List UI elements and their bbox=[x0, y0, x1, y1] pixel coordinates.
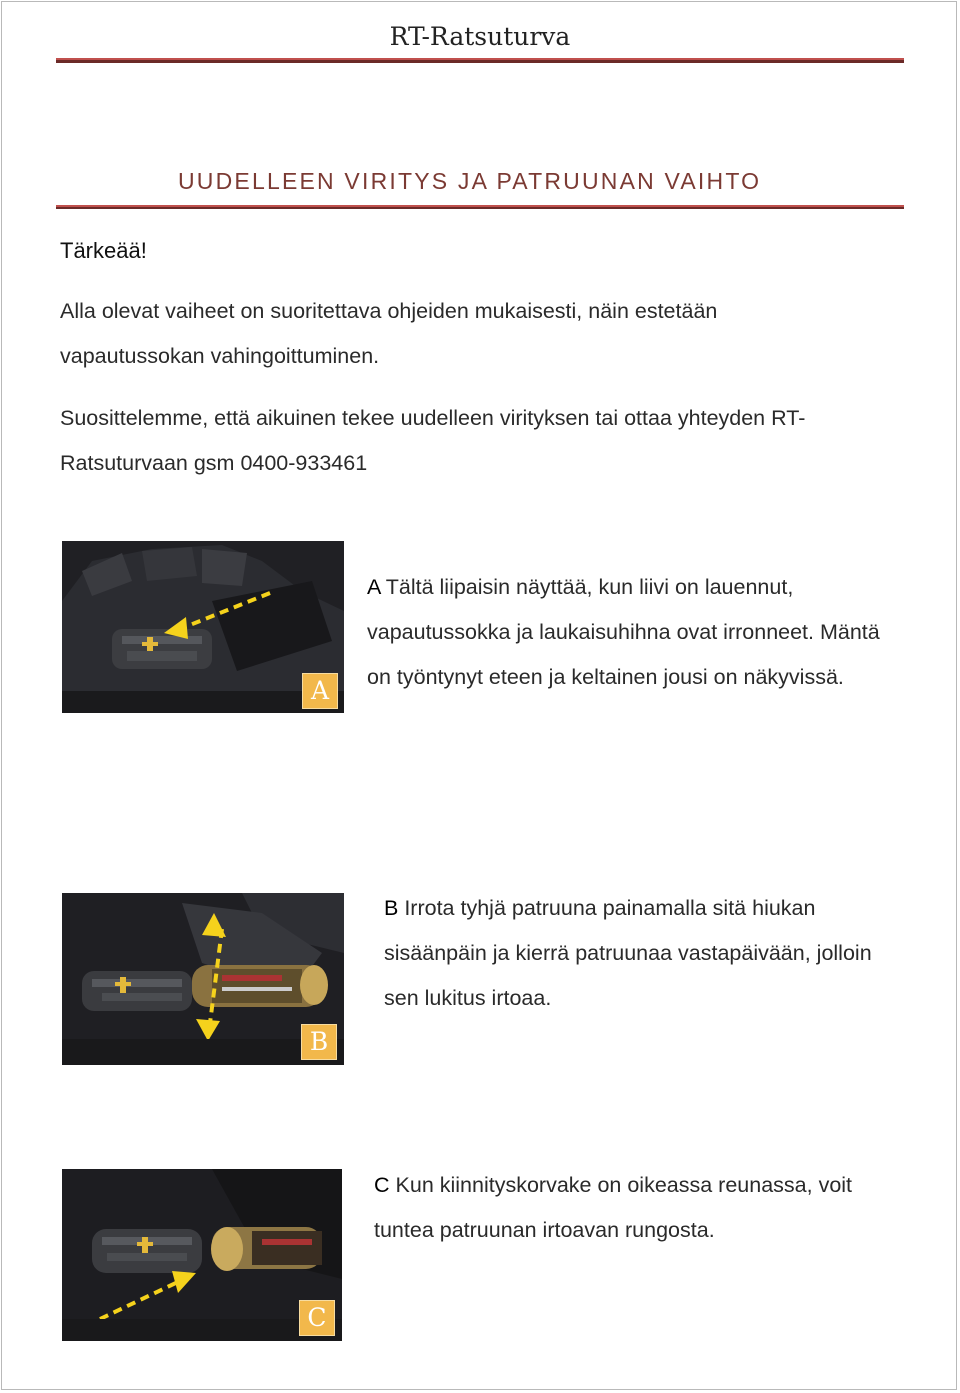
step-c-letter: C bbox=[374, 1173, 390, 1197]
step-b-description: Irrota tyhjä patruuna painamalla sitä hiukan sisäänpäin ja kierrä patruunaa vastapäivään, jolloin sen lukitus irtoaa. bbox=[384, 896, 872, 1010]
important-label: Tärkeää! bbox=[60, 238, 147, 263]
section-divider bbox=[56, 205, 904, 209]
step-a-badge: A bbox=[302, 673, 338, 709]
step-a-letter: A bbox=[367, 575, 381, 599]
step-b-badge: B bbox=[301, 1024, 337, 1060]
intro-paragraph-2: Suosittelemme, että aikuinen tekee uudelleen virityksen tai ottaa yhteyden RT-Ratsuturvaan gsm 0400-933461 bbox=[60, 406, 806, 475]
step-c-text bbox=[374, 1163, 894, 1253]
step-c-description: Kun kiinnityskorvake on oikeassa reunassa, voit tuntea patruunan irtoavan rungosta. bbox=[374, 1173, 853, 1242]
step-a-photo bbox=[62, 541, 344, 713]
intro-paragraph-1: Alla olevat vaiheet on suoritettava ohjeiden mukaisesti, näin estetään vapautussokan vahingoittuminen. bbox=[60, 299, 718, 368]
step-a-description: Tältä liipaisin näyttää, kun liivi on lauennut, vapautussokka ja laukaisuhihna ovat irronneet. Mäntä on työntynyt eteen ja keltainen jousi on näkyvissä. bbox=[367, 575, 880, 689]
section-heading: UUDELLEEN VIRITYS JA PATRUUNAN VAIHTO bbox=[178, 168, 762, 194]
step-b-photo bbox=[62, 893, 344, 1065]
step-c-badge: C bbox=[299, 1300, 335, 1336]
step-b-letter: B bbox=[384, 896, 399, 920]
step-b-text bbox=[384, 886, 904, 1021]
step-a-text bbox=[367, 565, 907, 700]
step-c-photo bbox=[62, 1169, 342, 1341]
header-divider bbox=[56, 58, 904, 63]
page-header-title: RT-Ratsuturva bbox=[389, 22, 571, 51]
